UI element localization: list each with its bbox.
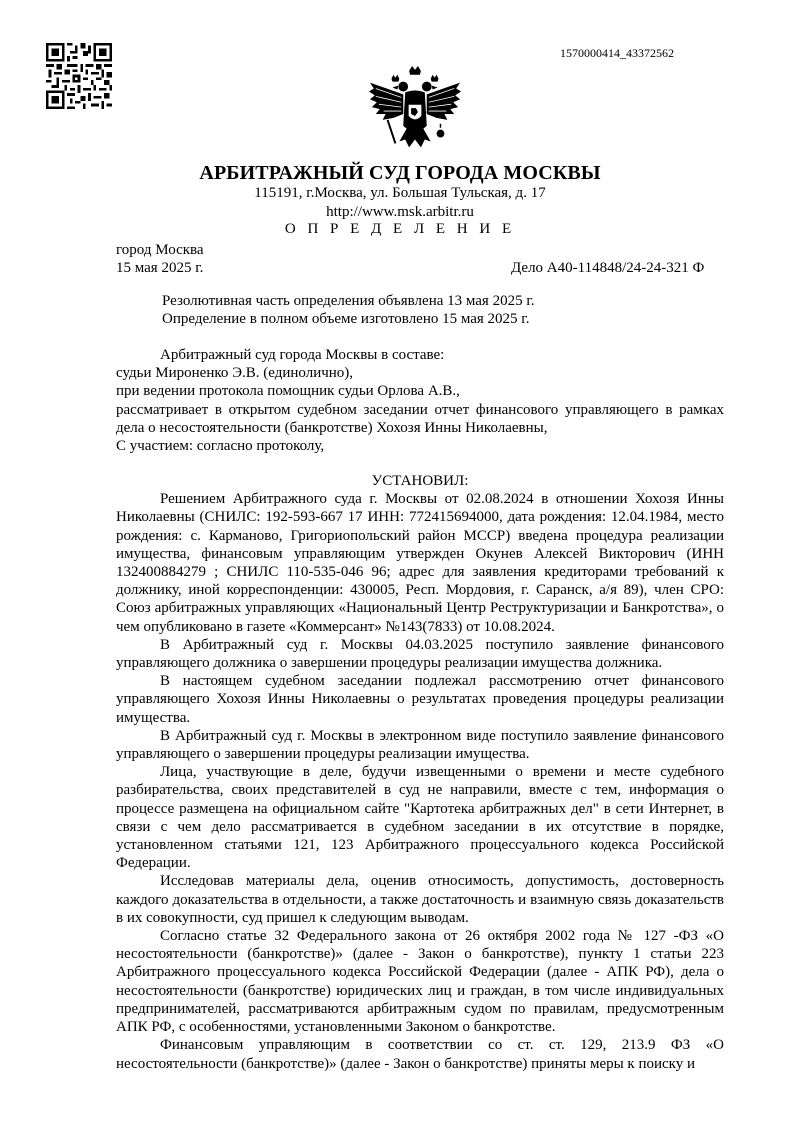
preamble-full-date: Определение в полном объеме изготовлено 15 мая 2025 г. [162,311,530,327]
court-website: http://www.msk.arbitr.ru [326,204,474,220]
case-number: Дело А40-114848/24-24-321 Ф [511,260,705,276]
paragraph: Согласно статье 32 Федерального закона от 26 октября 2002 года № 127 -ФЗ «О несостоятельности (банкротстве)» (далее - Закон о банкротстве), пункту 1 статьи 223 Арбитражного процессуального кодекса Российской Федерации (далее - АПК РФ), дела о несостоятельности (банкротстве) юридических лиц и граждан, в том числе индивидуальных предпринимателей, рассматриваются арбитражным судом по правилам, предусмотренным АПК РФ, с особенностями, установленными Законом о банкротстве. [116,928,724,1036]
coat-of-arms-emblem [366,64,464,164]
paragraph: Решением Арбитражного суда г. Москвы от 02.08.2024 в отношении Хохозя Инны Николаевны (СНИЛС: 192-593-667 17 ИНН: 772415694000, дата рождения: 12.04.1984, место рождения: с. Карманово, Григориопольский район МССР) введена процедура реализации имущества, финансовым управляющим утвержден Окунев Алексей Викторович (ИНН 132400884279 ; СНИЛС 110-535-046 96; адрес для заявления кредиторами требований к должнику, иной корреспонденции: 430005, Респ. Мордовия, г. Саранск, а/я 89), член СРО: Союз арбитражных управляющих «Национальный Центр Реструктуризации и Банкротства», о чем опубликовано в газете «Коммерсант» №143(7833) от 10.08.2024. [116,491,724,635]
composition-participants: С участием: согласно протоколу, [116,438,325,455]
document-date: 15 мая 2025 г. [116,260,204,276]
section-heading: УСТАНОВИЛ: [371,473,469,489]
court-address: 115191, г.Москва, ул. Большая Тульская, д. 17 [254,185,546,201]
preamble-resolution-date: Резолютивная часть определения объявлена 13 мая 2025 г. [162,293,535,309]
court-name: АРБИТРАЖНЫЙ СУД ГОРОДА МОСКВЫ [199,162,601,184]
city: город Москва [116,242,204,258]
document-type: О П Р Е Д Е Л Е Н И Е [284,221,516,237]
composition-line: Арбитражный суд города Москвы в составе: [160,347,445,363]
paragraph: В настоящем судебном заседании подлежал рассмотрению отчет финансового управляющего Хохозя Инны Николаевны о результатах проведения процедуры реализации имущества. [116,673,724,726]
paragraph: Финансовым управляющим в соответствии со ст. ст. 129, 213.9 ФЗ «О несостоятельности (банкротстве)» (далее - Закон о банкротстве) приняты меры к поиску и [116,1037,724,1072]
court-composition [116,346,724,455]
composition-secretary: при ведении протокола помощник судьи Орлова А.В., [116,383,460,400]
composition-subject: рассматривает в открытом судебном заседании отчет финансового управляющего в рамках дела о несостоятельности (банкротстве) Хохозя Инны Николаевны, [116,401,724,436]
paragraph: В Арбитражный суд г. Москвы в электронном виде поступило заявление финансового управляющего о завершении процедуры реализации имущества. [116,727,724,763]
paragraph: В Арбитражный суд г. Москвы 04.03.2025 поступило заявление финансового управляющего должника о завершении процедуры реализации имущества должника. [116,636,724,672]
findings-section [116,472,724,1073]
paragraph: Исследовав материалы дела, оценив относимость, допустимость, достоверность каждого доказательства в отдельности, а также достаточность и взаимную связь доказательств в их совокупности, суд пришел к следующим выводам. [116,873,724,926]
paragraph: Лица, участвующие в деле, будучи извещенными о времени и месте судебного разбирательства, своих представителей в суд не направили, вместе с тем, информация о процессе размещена на официальном сайте "Картотека арбитражных дел" в сети Интернет, в связи с чем дело рассматривается в судебном заседании в их отсутствие в порядке, установленном статьями 121, 123 Арбитражного процессуального кодекса Российской Федерации. [116,764,724,872]
document-number: 1570000414_43372562 [560,46,674,60]
qr-code [46,43,112,109]
composition-judge: судьи Мироненко Э.В. (единолично), [116,365,354,382]
